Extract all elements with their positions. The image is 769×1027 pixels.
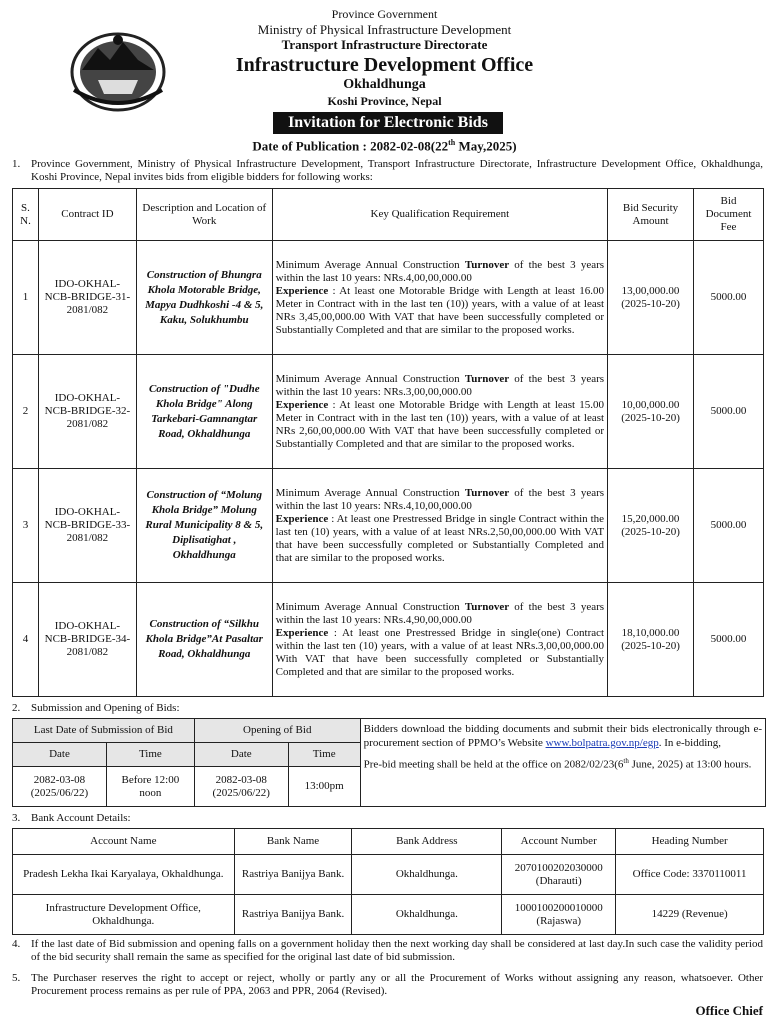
header-line-2: Ministry of Physical Infrastructure Development [257,22,512,37]
row-contract-id: IDO-OKHAL-NCB-BRIDGE-34-2081/082 [38,583,136,697]
row-document-fee: 5000.00 [694,469,764,583]
row-bid-security: 15,20,000.00 (2025-10-20) [608,469,694,583]
works-table [12,188,764,697]
note4-text: If the last date of Bid submission and opening falls on a government holiday then the next working day shall be considered at last day.In such case the validity period of the bid security shall remain the same as specified for the original last date of bid submission. [31,938,763,963]
row-contract-id: IDO-OKHAL-NCB-BRIDGE-32-2081/082 [38,355,136,469]
col-contract-id: Contract ID [38,189,136,241]
header-line-1: Province Government [331,7,438,21]
table-row [13,583,764,697]
table-header-row [13,189,764,241]
row-qualification: Minimum Average Annual Construction Turnover of the best 3 years within the last 10 years: NRs.4,00,00,000.00 Experience : At least one Motorable Bridge with Length at least 16.00 Meter in Contract with in the last ten (10)) years, with a value of at least NRs 3,45,00,000.00 With VAT that have been successfully completed or Substantially Completed and that are similar to the proposed works. [272,241,607,355]
sub-time-label: Time [106,743,194,767]
submission-note: Bidders download the bidding documents and submit their bids electronically through e-procurement section of PPMO’s Website www.bolpatra.gov.np/egp. In e-bidding, Pre-bid meeting shall be held at the office on 2082/02/23(6th June, 2025) at 13:00 hours. [360,719,765,807]
row-document-fee: 5000.00 [694,583,764,697]
row-bid-security: 18,10,000.00 (2025-10-20) [608,583,694,697]
bank-col-bank-address: Bank Address [352,829,502,855]
bank-name: Rastriya Banijya Bank. [234,855,352,895]
table-row [13,241,764,355]
row-contract-id: IDO-OKHAL-NCB-BRIDGE-33-2081/082 [38,469,136,583]
intro-number: 1. [12,158,21,170]
opening-label: Opening of Bid [194,719,360,743]
row-qualification: Minimum Average Annual Construction Turnover of the best 3 years within the last 10 years: NRs.3,00,00,000.00 Experience : At least one Motorable Bridge with Length at least 15.00 Meter in Contract with in the last ten (10)) years, with a value of at least NRs 2,60,00,000.00 With VAT that have been successfully completed or Substantially Completed and that are similar to the proposed works. [272,355,607,469]
bank-account-name: Pradesh Lekha Ikai Karyalaya, Okhaldhunga. [13,855,235,895]
bank-address: Okhaldhunga. [352,855,502,895]
bank-name: Rastriya Banijya Bank. [234,895,352,935]
row-qualification: Minimum Average Annual Construction Turnover of the best 3 years within the last 10 years: NRs.4,10,00,000.00 Experience : At least one Prestressed Bridge in single Contract within the last ten (10) years, with a value of at least NRs.2,50,00,000.00 With VAT that have been successfully completed or Substantially Completed and that are similar to the proposed works. [272,469,607,583]
row-bid-security: 10,00,000.00 (2025-10-20) [608,355,694,469]
open-date-label: Date [194,743,288,767]
row-description: Construction of "Dudhe Khola Bridge" Along Tarkebari-Gamnangtar Road, Okhaldhunga [136,355,272,469]
row-document-fee: 5000.00 [694,241,764,355]
row-description: Construction of “Silkhu Khola Bridge”At Pasaltar Road, Okhaldhunga [136,583,272,697]
table-row [13,895,764,935]
bank-col-heading-number: Heading Number [616,829,764,855]
col-document-fee: Bid Document Fee [694,189,764,241]
bank-table [12,828,764,935]
publication-date: Date of Publication : 2082-02-08(22th May,2025) [252,138,517,154]
bank-header-row [13,829,764,855]
row-sn: 1 [13,241,39,355]
bank-heading-number: 14229 (Revenue) [616,895,764,935]
col-description: Description and Location of Work [136,189,272,241]
bank-account-number: 2070100202030000 (Dharauti) [502,855,616,895]
note5-number: 5. [12,972,21,984]
submission-header-row [13,719,766,743]
bolpatra-link[interactable]: www.bolpatra.gov.np/egp [545,737,659,749]
row-bid-security: 13,00,000.00 (2025-10-20) [608,241,694,355]
table-row [13,855,764,895]
bank-account-name: Infrastructure Development Office, Okhaldhunga. [13,895,235,935]
bank-col-account-name: Account Name [13,829,235,855]
row-sn: 4 [13,583,39,697]
sub-date-label: Date [13,743,107,767]
note4-number: 4. [12,938,21,950]
bank-account-number: 1000100200010000 (Rajaswa) [502,895,616,935]
note5-text: The Purchaser reserves the right to accept or reject, wholly or partly any or all the Procurement of Works without assigning any reason, whatsoever. Other Procurement process remains as per rule of PPA, 2063 and PPR, 2064 (Revised). [31,972,763,997]
office-name: Infrastructure Development Office [235,54,534,76]
row-description: Construction of “Molung Khola Bridge” Molung Rural Municipality 8 & 5, Diplisatighat , Okhaldhunga [136,469,272,583]
open-time-label: Time [288,743,360,767]
col-key-qualification: Key Qualification Requirement [272,189,607,241]
sub-date-value: 2082-03-08 (2025/06/22) [13,767,107,807]
intro-text: Province Government, Ministry of Physical Infrastructure Development, Transport Infrastructure Directorate, Infrastructure Development Office, Okhaldhunga, Koshi Province, Nepal invites bids from eligible bidders for following works: [31,158,763,183]
submission-label: Last Date of Submission of Bid [13,719,195,743]
row-sn: 2 [13,355,39,469]
section2-heading: Submission and Opening of Bids: [31,702,180,714]
row-document-fee: 5000.00 [694,355,764,469]
open-time-value: 13:00pm [288,767,360,807]
open-date-value: 2082-03-08 (2025/06/22) [194,767,288,807]
section3-heading: Bank Account Details: [31,812,131,824]
sub-time-value: Before 12:00 noon [106,767,194,807]
signature: Office Chief [695,1003,763,1018]
section3-number: 3. [12,812,21,824]
section2-number: 2. [12,702,21,714]
row-description: Construction of Bhungra Khola Motorable Bridge, Mapya Dudhkoshi -4 & 5, Kaku, Solukhumbu [136,241,272,355]
header-location: Okhaldhunga [343,77,426,92]
row-qualification: Minimum Average Annual Construction Turnover of the best 3 years within the last 10 years: NRs.4,90,00,000.00 Experience : At least one Prestressed Bridge in single(one) Contract within the last ten (10) years, with a value of at least NRs.3,00,00,000.00 With VAT that have been successfully completed or Substantially Completed and that are similar to the proposed works. [272,583,607,697]
header-province: Koshi Province, Nepal [327,94,442,108]
bank-heading-number: Office Code: 3370110011 [616,855,764,895]
col-sn: S. N. [13,189,39,241]
col-bid-security: Bid Security Amount [608,189,694,241]
bank-col-account-number: Account Number [502,829,616,855]
header-line-3: Transport Infrastructure Directorate [281,37,488,52]
row-sn: 3 [13,469,39,583]
table-row [13,355,764,469]
page-title: Invitation for Electronic Bids [273,112,503,134]
submission-table [12,718,766,807]
row-contract-id: IDO-OKHAL-NCB-BRIDGE-31-2081/082 [38,241,136,355]
bank-address: Okhaldhunga. [352,895,502,935]
bank-col-bank-name: Bank Name [234,829,352,855]
table-row [13,469,764,583]
